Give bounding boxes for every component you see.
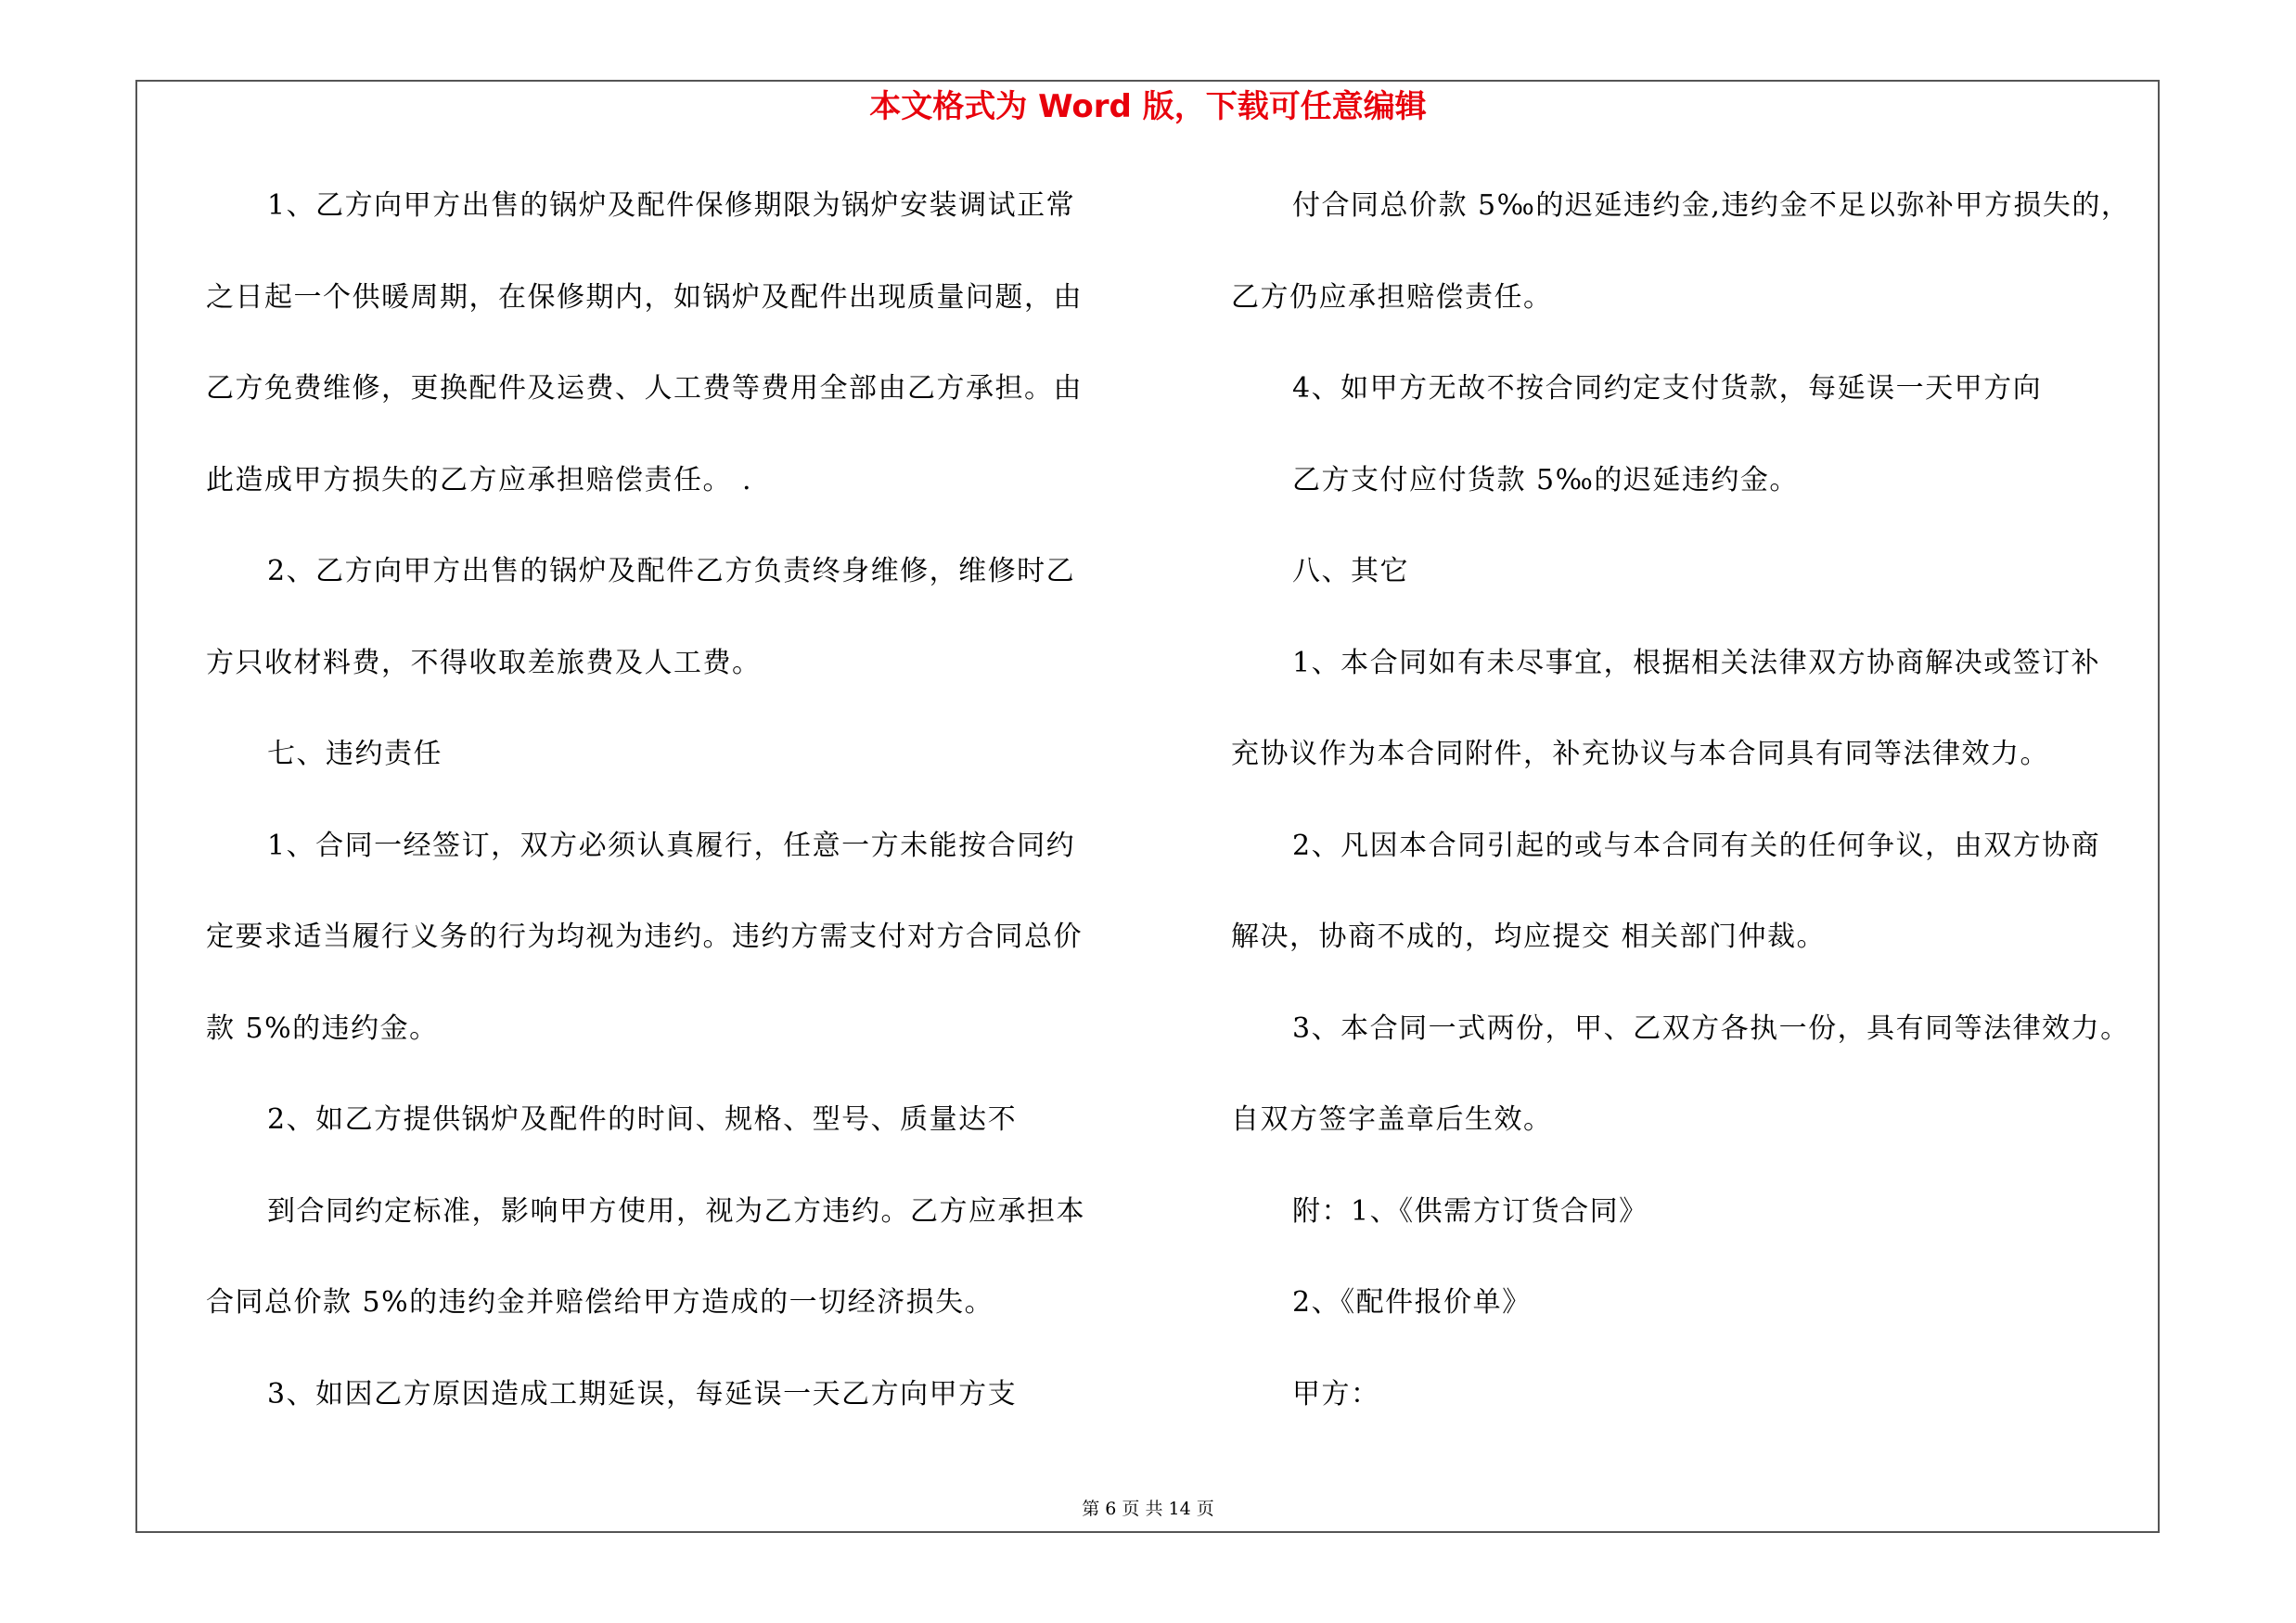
text-line: 解决，协商不成的，均应提交 相关部门仲裁。	[1231, 921, 1827, 953]
text-line: 2、《配件报价单》	[1292, 1286, 1532, 1319]
text-line: 乙方免费维修，更换配件及运费、人工费等费用全部由乙方承担。由	[206, 372, 1083, 405]
text-line: 定要求适当履行义务的行为均视为违约。违约方需支付对方合同总价	[206, 921, 1083, 953]
page-footer: 第 6 页 共 14 页	[1082, 1499, 1214, 1519]
text-line: 3、如因乙方原因造成工期延误，每延误一天乙方向甲方支	[267, 1377, 1018, 1410]
text-line: 之日起一个供暖周期，在保修期内，如锅炉及配件出现质量问题，由	[206, 280, 1083, 314]
text-line: 方只收材料费，不得收取差旅费及人工费。	[206, 646, 762, 679]
text-line: 八、其它	[1292, 555, 1409, 587]
text-line: 七、违约责任	[267, 738, 443, 770]
text-line: 3、本合同一式两份，甲、乙双方各执一份，具有同等法律效力。	[1292, 1011, 2130, 1045]
text-line: 此造成甲方损失的乙方应承担赔偿责任。 .	[206, 463, 753, 496]
text-line: 2、乙方向甲方出售的锅炉及配件乙方负责终身维修，维修时乙	[267, 555, 1076, 587]
text-line: 附：1、《供需方订货合同》	[1292, 1194, 1648, 1228]
text-line: 2、凡因本合同引起的或与本合同有关的任何争议，由双方协商	[1292, 829, 2101, 862]
text-line: 1、乙方向甲方出售的锅炉及配件保修期限为锅炉安装调试正常	[267, 189, 1076, 222]
text-line: 合同总价款 5%的违约金并赔偿给甲方造成的一切经济损失。	[206, 1286, 994, 1319]
text-line: 款 5%的违约金。	[206, 1011, 439, 1045]
text-line: 付合同总价款 5‰的迟延违约金,违约金不足以弥补甲方损失的，	[1292, 189, 2131, 222]
text-line: 乙方仍应承担赔偿责任。	[1231, 280, 1553, 314]
text-line: 4、如甲方无故不按合同约定支付货款，每延误一天甲方向	[1292, 372, 2043, 405]
text-line: 自双方签字盖章后生效。	[1231, 1103, 1553, 1136]
text-line: 到合同约定标准，影响甲方使用，视为乙方违约。乙方应承担本	[267, 1194, 1085, 1228]
text-line: 乙方支付应付货款 5‰的迟延违约金。	[1292, 463, 1799, 496]
text-line: 甲方：	[1292, 1377, 1380, 1410]
text-line: 1、合同一经签订，双方必须认真履行，任意一方未能按合同约	[267, 829, 1076, 862]
text-line: 1、本合同如有未尽事宜，根据相关法律双方协商解决或签订补	[1292, 646, 2101, 679]
text-line: 充协议作为本合同附件，补充协议与本合同具有同等法律效力。	[1231, 738, 2049, 770]
format-banner: 本文格式为 Word 版，下载可任意编辑	[869, 88, 1427, 125]
text-line: 2、如乙方提供锅炉及配件的时间、规格、型号、质量达不	[267, 1103, 1018, 1136]
